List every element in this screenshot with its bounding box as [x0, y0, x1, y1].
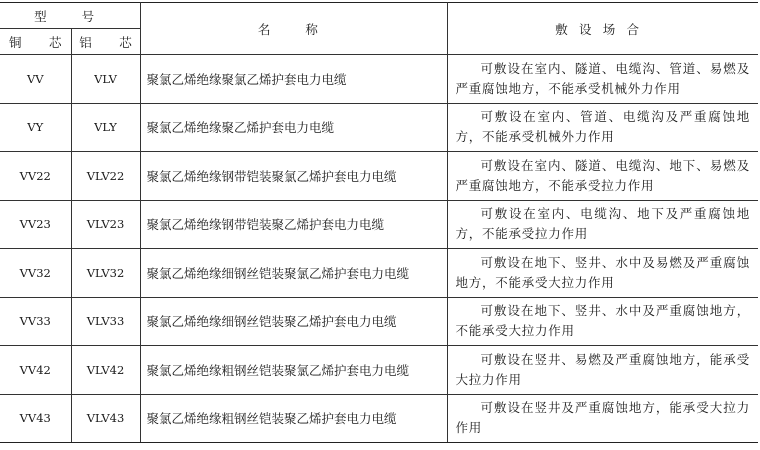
aluminum-model: VLV42: [71, 346, 140, 395]
copper-model: VV32: [0, 249, 71, 298]
name-header: 名 称: [140, 3, 447, 55]
copper-model: VY: [0, 103, 71, 152]
aluminum-model: VLV33: [71, 297, 140, 346]
table-row: [0, 394, 758, 443]
cable-name: 聚氯乙烯绝缘细钢丝铠装聚乙烯护套电力电缆: [140, 297, 447, 346]
cable-name: 聚氯乙烯绝缘聚乙烯护套电力电缆: [140, 103, 447, 152]
aluminum-model: VLV: [71, 55, 140, 104]
copper-model: VV43: [0, 394, 71, 443]
cable-usage: 可敷设在室内、管道、电缆沟及严重腐蚀地方，不能承受机械外力作用: [447, 103, 758, 152]
table-row: [0, 249, 758, 298]
type-header: 型 号: [0, 3, 140, 29]
table-row: [0, 152, 758, 201]
cable-type-table: [0, 2, 758, 443]
aluminum-model: VLV22: [71, 152, 140, 201]
table-row: [0, 55, 758, 104]
copper-model: VV22: [0, 152, 71, 201]
aluminum-model: VLV23: [71, 200, 140, 249]
cable-name: 聚氯乙烯绝缘聚氯乙烯护套电力电缆: [140, 55, 447, 104]
aluminum-model: VLV43: [71, 394, 140, 443]
cable-name: 聚氯乙烯绝缘钢带铠装聚氯乙烯护套电力电缆: [140, 152, 447, 201]
cable-usage: 可敷设在室内、隧道、电缆沟、管道、易燃及严重腐蚀地方，不能承受机械外力作用: [447, 55, 758, 104]
header-row: [0, 3, 758, 29]
cable-usage: 可敷设在竖井及严重腐蚀地方，能承受大拉力作用: [447, 394, 758, 443]
copper-model: VV23: [0, 200, 71, 249]
cable-usage: 可敷设在竖井、易燃及严重腐蚀地方，能承受大拉力作用: [447, 346, 758, 395]
cable-usage: 可敷设在室内、隧道、电缆沟、地下、易燃及严重腐蚀地方，不能承受拉力作用: [447, 152, 758, 201]
aluminum-header: 铝 芯: [71, 29, 140, 55]
table-row: [0, 346, 758, 395]
cable-name: 聚氯乙烯绝缘粗钢丝铠装聚乙烯护套电力电缆: [140, 394, 447, 443]
cable-name: 聚氯乙烯绝缘钢带铠装聚乙烯护套电力电缆: [140, 200, 447, 249]
copper-model: VV: [0, 55, 71, 104]
aluminum-model: VLY: [71, 103, 140, 152]
cable-name: 聚氯乙烯绝缘细钢丝铠装聚氯乙烯护套电力电缆: [140, 249, 447, 298]
cable-usage: 可敷设在地下、竖井、水中及易燃及严重腐蚀地方，不能承受大拉力作用: [447, 249, 758, 298]
copper-model: VV42: [0, 346, 71, 395]
table-row: [0, 200, 758, 249]
copper-model: VV33: [0, 297, 71, 346]
aluminum-model: VLV32: [71, 249, 140, 298]
cable-usage: 可敷设在地下、竖井、水中及严重腐蚀地方，不能承受大拉力作用: [447, 297, 758, 346]
cable-name: 聚氯乙烯绝缘粗钢丝铠装聚氯乙烯护套电力电缆: [140, 346, 447, 395]
copper-header: 铜 芯: [0, 29, 71, 55]
usage-header: 敷设场合: [447, 3, 758, 55]
table-row: [0, 103, 758, 152]
cable-usage: 可敷设在室内、电缆沟、地下及严重腐蚀地方，不能承受拉力作用: [447, 200, 758, 249]
table-row: [0, 297, 758, 346]
